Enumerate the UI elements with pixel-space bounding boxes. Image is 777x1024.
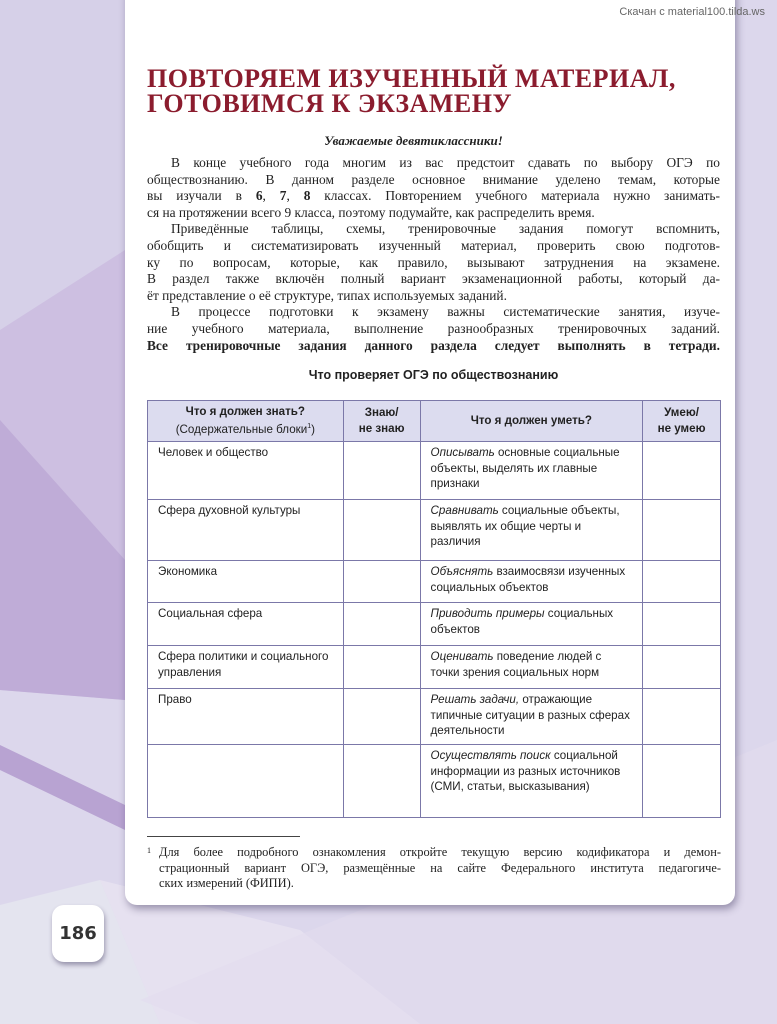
header-text: Что я должен знать? bbox=[185, 405, 305, 418]
text-line: В конце учебного года многим из вас предстоит сдавать по выбору ОГЭ по bbox=[171, 155, 720, 170]
can-checkbox-cell[interactable] bbox=[643, 689, 721, 745]
header-can: Что я должен уметь? bbox=[420, 401, 643, 442]
text-line: ёт представление о её структуре, типах используемых заданий. bbox=[147, 287, 507, 303]
know-checkbox-cell[interactable] bbox=[343, 745, 420, 818]
can-checkbox-cell[interactable] bbox=[643, 603, 721, 646]
content-block bbox=[148, 745, 344, 818]
know-checkbox-cell[interactable] bbox=[343, 646, 420, 689]
content-block: Экономика bbox=[148, 561, 344, 603]
skill: Описывать основные социальные объекты, выделять их главные признаки bbox=[420, 442, 643, 500]
text-line: ние учебного материала, выполнение разнообразных тренировочных заданий. bbox=[147, 320, 720, 336]
content-block: Сфера политики и социального управления bbox=[148, 646, 344, 689]
greeting: Уважаемые девятиклассники! bbox=[324, 133, 503, 148]
content-block: Сфера духовной культуры bbox=[148, 500, 344, 561]
table-row bbox=[148, 442, 721, 500]
text-line: Все тренировочные задания данного раздела следует выполнять в тетради. bbox=[147, 337, 720, 353]
know-checkbox-cell[interactable] bbox=[343, 561, 420, 603]
content-block: Право bbox=[148, 689, 344, 745]
footnote bbox=[147, 845, 721, 892]
table-caption: Что проверяет ОГЭ по обществознанию bbox=[308, 368, 559, 382]
header-know-check: Знаю/ не знаю bbox=[343, 401, 420, 442]
header-know bbox=[148, 401, 344, 442]
table-row bbox=[148, 603, 721, 646]
text-line: обществознанию. В данном разделе основное внимание уделено темам, которые bbox=[147, 171, 720, 187]
can-checkbox-cell[interactable] bbox=[643, 561, 721, 603]
footnote-line: Для более подробного ознакомления откройте текущую версию кодификатора и демон- bbox=[159, 845, 721, 859]
page-title bbox=[147, 66, 676, 116]
table-row bbox=[148, 561, 721, 603]
text-line: ся на протяжении всего 9 класса, поэтому подумайте, как распределить время. bbox=[147, 204, 595, 220]
header-can-check: Умею/ не умею bbox=[643, 401, 721, 442]
can-checkbox-cell[interactable] bbox=[643, 745, 721, 818]
page-number: 186 bbox=[52, 905, 104, 962]
table-row bbox=[148, 500, 721, 561]
table-row bbox=[148, 745, 721, 818]
skill: Оценивать поведение людей с точки зрения социальных норм bbox=[420, 646, 643, 689]
skill: Решать задачи, отражающие типичные ситуации в разных сферах деятельности bbox=[420, 689, 643, 745]
content-block: Человек и общество bbox=[148, 442, 344, 500]
know-checkbox-cell[interactable] bbox=[343, 689, 420, 745]
text-line: В процессе подготовки к экзамену важны систематические занятия, изуче- bbox=[171, 304, 720, 320]
intro-text bbox=[147, 155, 720, 354]
text-line: обобщить и систематизировать изученный материал, проверить свою подготов- bbox=[147, 237, 720, 253]
header-subtext: (Содержательные блоки$^1$) bbox=[175, 423, 315, 437]
can-checkbox-cell[interactable] bbox=[643, 500, 721, 561]
footnote-line: страционный вариант ОГЭ, размещённые на сайте Федерального института педагогиче- bbox=[159, 860, 721, 875]
table-row bbox=[148, 646, 721, 689]
footnote-mark: 1 bbox=[147, 846, 151, 855]
know-checkbox-cell[interactable] bbox=[343, 500, 420, 561]
text-line: вы изучали в 6, 7, 8 классах. Повторением учебного материала нужно занимать- bbox=[147, 188, 720, 204]
watermark: Скачан с material100.tilda.ws bbox=[619, 6, 765, 18]
footnote-line: ских измерений (ФИПИ). bbox=[159, 876, 294, 891]
table-row bbox=[148, 689, 721, 745]
skill: Объяснять взаимосвязи изученных социальных объектов bbox=[420, 561, 643, 603]
title-line: ПОВТОРЯЕМ ИЗУЧЕННЫЙ МАТЕРИАЛ, bbox=[147, 64, 676, 93]
know-checkbox-cell[interactable] bbox=[343, 603, 420, 646]
text-line: ку по вопросам, которые, как правило, вызывают затруднения на экзамене. bbox=[147, 254, 720, 270]
table-header-row bbox=[148, 401, 721, 442]
text-line: Приведённые таблицы, схемы, тренировочные задания помогут вспомнить, bbox=[171, 221, 720, 237]
know-checkbox-cell[interactable] bbox=[343, 442, 420, 500]
can-checkbox-cell[interactable] bbox=[643, 646, 721, 689]
title-line: ГОТОВИМСЯ К ЭКЗАМЕНУ bbox=[147, 89, 513, 118]
skill: Сравнивать социальные объекты, выявлять их общие черты и различия bbox=[420, 500, 643, 561]
footnote-divider bbox=[147, 836, 300, 837]
oge-table bbox=[147, 400, 721, 818]
can-checkbox-cell[interactable] bbox=[643, 442, 721, 500]
text-line: В раздел также включён полный вариант экзаменационной работы, который да- bbox=[147, 271, 720, 287]
content-block: Социальная сфера bbox=[148, 603, 344, 646]
skill: Осуществлять поиск социальной информации из разных источников (СМИ, статьи, высказывания) bbox=[420, 745, 643, 818]
skill: Приводить примеры социальных объектов bbox=[420, 603, 643, 646]
